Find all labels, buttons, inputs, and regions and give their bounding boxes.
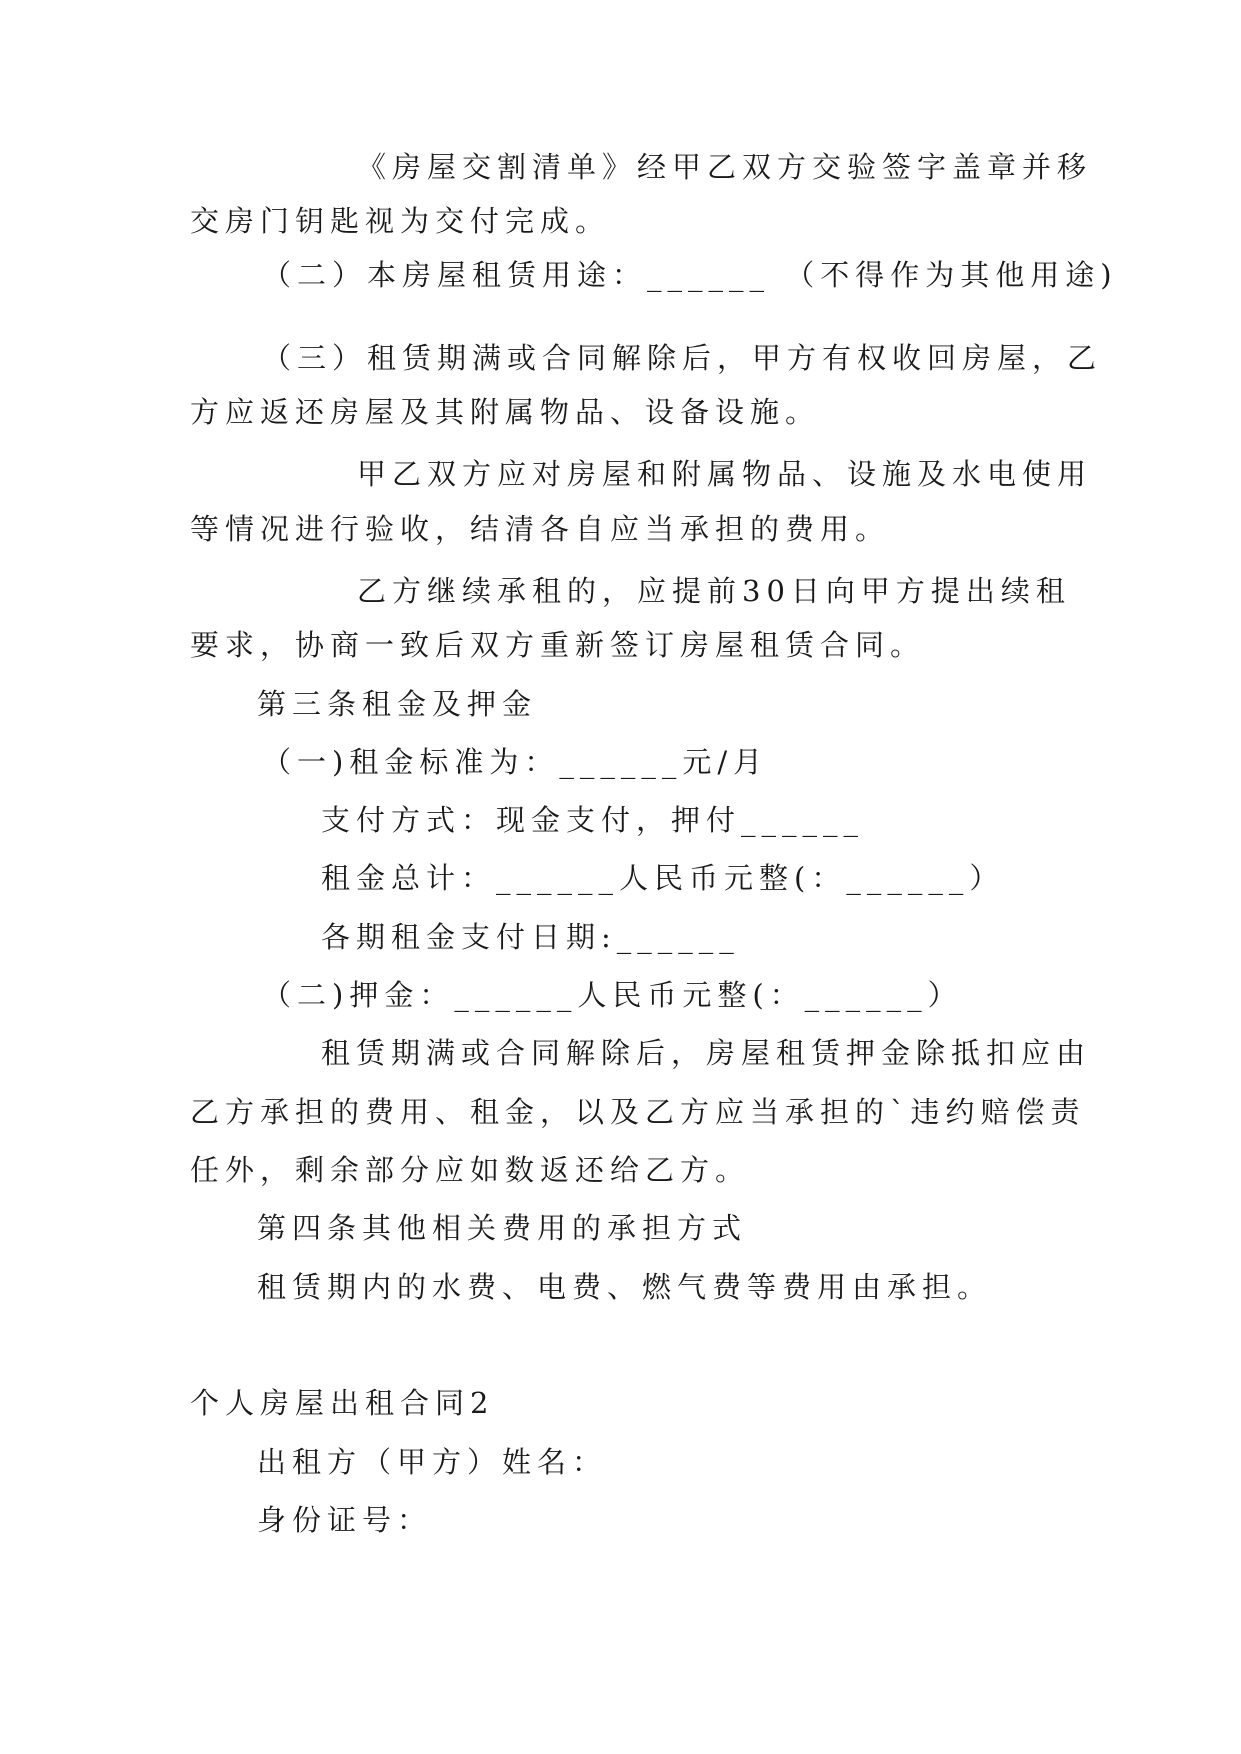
paragraph-line: 乙方承担的费用、租金，以及乙方应当承担的`违约赔偿责 (190, 1095, 1086, 1129)
rent-standard-line: （一)租金标准为：______元/月 (262, 745, 769, 779)
paragraph-line: 交房门钥匙视为交付完成。 (190, 204, 611, 238)
paragraph-line: 租赁期内的水费、电费、燃气费等费用由承担。 (257, 1270, 993, 1304)
deposit-line: （二)押金：______人民币元整(：______） (262, 978, 963, 1012)
paragraph-line: 甲乙双方应对房屋和附属物品、设施及水电使用 (357, 457, 1093, 491)
paragraph-line: 乙方继续承租的，应提前30日向甲方提出续租 (357, 574, 1071, 608)
section-heading: 第三条租金及押金 (257, 687, 538, 721)
section-heading: 第四条其他相关费用的承担方式 (257, 1211, 748, 1245)
paragraph-line: 方应返还房屋及其附属物品、设备设施。 (190, 395, 821, 429)
paragraph-line: 任外，剩余部分应如数返还给乙方。 (190, 1153, 751, 1187)
payment-date-line: 各期租金支付日期:______ (321, 920, 740, 954)
paragraph-line: 要求，协商一致后双方重新签订房屋租赁合同。 (190, 628, 926, 662)
lessor-name-line: 出租方（甲方）姓名： (257, 1445, 608, 1479)
clause-termination-line: （三）租赁期满或合同解除后，甲方有权收回房屋，乙 (262, 341, 1103, 375)
id-number-line: 身份证号： (257, 1503, 433, 1537)
payment-method-line: 支付方式：现金支付，押付______ (321, 803, 865, 837)
rent-total-line: 租金总计：______人民币元整(：______） (321, 861, 1005, 895)
paragraph-line: 等情况进行验收，结清各自应当承担的费用。 (190, 512, 891, 546)
paragraph-line: 《房屋交割清单》经甲乙双方交验签字盖章并移 (357, 150, 1093, 184)
paragraph-line: 租赁期满或合同解除后，房屋租赁押金除抵扣应由 (321, 1036, 1092, 1070)
document-title: 个人房屋出租合同2 (190, 1386, 495, 1420)
clause-usage-line: （二）本房屋租赁用途：______ （不得作为其他用途) (262, 258, 1118, 292)
